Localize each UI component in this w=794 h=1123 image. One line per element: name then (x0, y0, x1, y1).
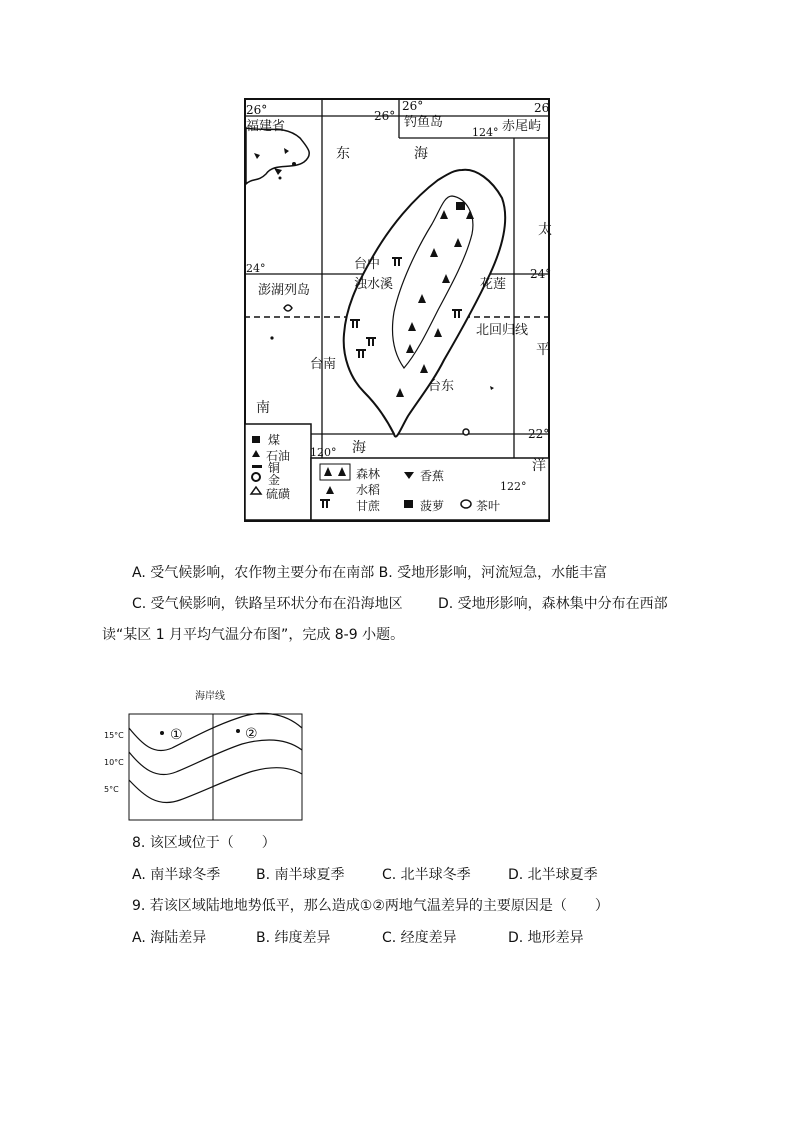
coord-lat26-left: 26° (246, 103, 268, 117)
point-2-label: ② (245, 726, 258, 742)
q-prev-option-d: D. 受地形影响，森林集中分布在西部 (438, 596, 668, 612)
q8-stem: 8. 该区域位于（ ） (132, 835, 276, 851)
label-diaoyu: 钓鱼岛 (404, 115, 444, 130)
label-hai-top: 海 (414, 146, 428, 162)
legend-tea: 茶叶 (476, 499, 501, 513)
intro-text: 读“某区 1 月平均气温分布图”，完成 8-9 小题。 (102, 627, 405, 643)
legend-banana: 香蕉 (420, 469, 445, 483)
label-fujian: 福建省 (246, 119, 286, 134)
legend-sulfur: 硫磺 (266, 487, 291, 501)
q9-stem: 9. 若该区域陆地地势低平，那么造成①②两地气温差异的主要原因是（ ） (132, 898, 609, 914)
q8-option-c: C. 北半球冬季 (382, 867, 471, 883)
graph-title: 海岸线 (195, 691, 225, 702)
y-label-5: 5°C (104, 785, 119, 794)
label-taizhong: 台中 (354, 257, 381, 272)
q9-option-c: C. 经度差异 (382, 930, 457, 946)
legend-gold: 金 (268, 473, 281, 487)
label-penghu: 澎湖列岛 (258, 283, 311, 298)
label-hai-bottom: 海 (352, 440, 366, 456)
q8-option-a: A. 南半球冬季 (132, 867, 221, 883)
legend-pineapple: 菠萝 (420, 499, 445, 513)
label-yang: 洋 (532, 458, 546, 474)
q9-option-d: D. 地形差异 (508, 930, 584, 946)
coord-lat24-left: 24° (246, 262, 266, 275)
q-prev-option-line1: A. 受气候影响，农作物主要分布在南部 B. 受地形影响，河流短急，水能丰富 (132, 565, 608, 581)
taiwan-resource-map (244, 98, 550, 522)
legend-coal: 煤 (268, 433, 281, 447)
legend-sugarcane: 甘蔗 (356, 499, 381, 513)
label-chiwei: 赤尾屿 (502, 119, 542, 134)
q9-option-a: A. 海陆差异 (132, 930, 207, 946)
legend-forest: 森林 (356, 467, 381, 481)
coord-lat22: 22° (528, 427, 550, 441)
label-ping: 平 (536, 342, 550, 358)
coord-lat26-mid: 26° (374, 109, 396, 123)
label-taidong: 台东 (428, 379, 455, 394)
y-label-15: 15°C (104, 731, 124, 740)
q9-option-b: B. 纬度差异 (256, 930, 331, 946)
legend-copper: 铜 (268, 461, 281, 475)
legend-rice: 水稻 (356, 483, 381, 497)
y-label-10: 10°C (104, 758, 124, 767)
coord-lon122: 122° (500, 480, 527, 493)
label-hualian: 花莲 (480, 277, 507, 292)
label-zhuoshui: 浊水溪 (354, 277, 394, 292)
label-dong: 东 (336, 146, 350, 162)
label-tainan: 台南 (310, 357, 337, 372)
coord-lon124: 124° (472, 126, 499, 139)
isotherm-graph (100, 688, 310, 824)
q-prev-option-c: C. 受气候影响，铁路呈环状分布在沿海地区 (132, 596, 403, 612)
coord-lat26-right: 26 (534, 101, 550, 115)
label-nan: 南 (256, 400, 270, 416)
coord-lon120: 120° (310, 446, 337, 459)
legend-oil: 石油 (266, 449, 291, 463)
q8-option-d: D. 北半球夏季 (508, 867, 598, 883)
label-tropic: 北回归线 (476, 323, 529, 338)
point-1-label: ① (170, 727, 183, 743)
q8-option-b: B. 南半球夏季 (256, 867, 345, 883)
label-tai: 太 (538, 222, 552, 238)
coord-lat26-top: 26° (402, 99, 424, 113)
coord-lat24-right: 24° (530, 267, 552, 281)
